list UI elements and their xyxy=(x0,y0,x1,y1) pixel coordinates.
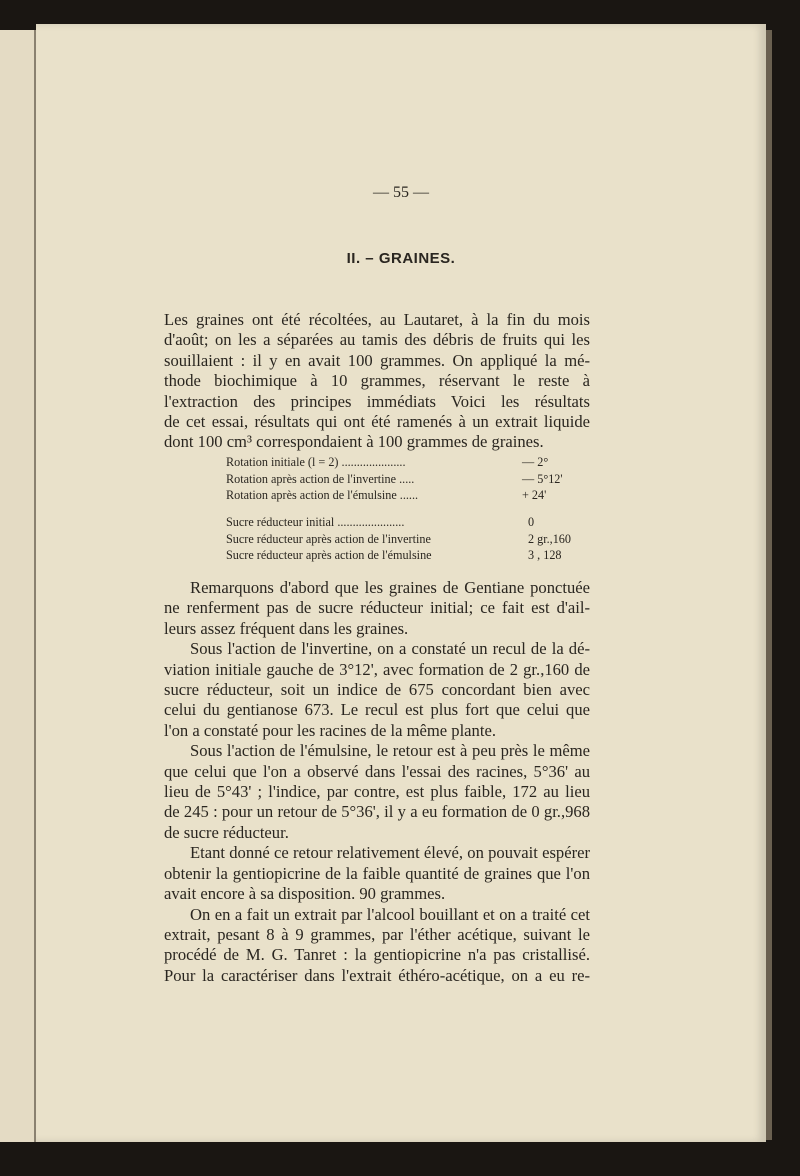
text-line: leurs assez fréquent dans les graines. xyxy=(164,618,409,638)
text-line: ne renferment pas de sucre réducteur initial; ce fait est d'ail- xyxy=(164,598,590,618)
text-line: Sous l'action de l'émulsine, le retour est à peu près le même xyxy=(190,741,590,761)
facing-page-edge xyxy=(0,30,36,1142)
text-line: procédé de M. G. Tanret : la gentiopicrine n'a pas cristallisé. xyxy=(164,945,590,965)
text-line: de sucre réducteur. xyxy=(164,822,289,842)
text-line: de cet essai, résultats qui ont été ramenés à un extrait liquide xyxy=(164,412,590,432)
table-row xyxy=(226,487,586,504)
text-line: extrait, pesant 8 à 9 grammes, par l'éther acétique, suivant le xyxy=(164,924,590,944)
text-line: Remarquons d'abord que les graines de Gentiane ponctuée xyxy=(190,578,590,597)
row-label: Rotation initiale (l = 2) ..................... xyxy=(226,455,406,469)
text-line: d'août; on les a séparées au tamis des débris de fruits qui les xyxy=(164,330,590,350)
table-row xyxy=(226,547,586,564)
document-page xyxy=(36,24,766,1142)
body-text xyxy=(164,578,590,986)
text-line: souillaient : il y en avait 100 grammes. On appliqué la mé- xyxy=(164,350,590,370)
text-line: Pour la caractériser dans l'extrait éthéro-acétique, on a eu re- xyxy=(164,965,590,985)
text-line: avait encore à sa disposition. 90 grammes. xyxy=(164,884,446,904)
text-line: celui du gentianose 673. Le recul est plus fort que celui que xyxy=(164,700,590,720)
table-row xyxy=(226,454,586,471)
text-line: l'extraction des principes immédiats Voici les résultats xyxy=(164,391,590,411)
row-label: Sucre réducteur après action de l'invertine xyxy=(226,531,431,546)
row-value: — 5°12' xyxy=(522,471,563,486)
text-line: lieu de 5°43' ; l'indice, par contre, est plus faible, 172 au lieu xyxy=(164,782,590,802)
row-value: 3 , 128 xyxy=(528,548,562,563)
text-line: Les graines ont été récoltées, au Lautaret, à la fin du mois xyxy=(164,310,590,329)
row-label: Sucre réducteur après action de l'émulsine xyxy=(226,548,432,563)
row-value: 2 gr.,160 xyxy=(528,531,571,546)
page-number: — 55 — xyxy=(373,184,429,201)
text-line: Sous l'action de l'invertine, on a constaté un recul de la dé- xyxy=(190,639,590,659)
text-line: que celui que l'on a observé dans l'essai des racines, 5°36' au xyxy=(164,761,590,781)
text-line: viation initiale gauche de 3°12', avec formation de 2 gr.,160 de xyxy=(164,659,590,679)
table-row xyxy=(226,514,586,531)
table-row xyxy=(226,471,586,488)
table-row xyxy=(226,531,586,548)
row-label: Sucre réducteur initial ...................... xyxy=(226,515,405,529)
row-value: 0 xyxy=(528,515,535,529)
rotation-table xyxy=(226,454,586,504)
sugar-table xyxy=(226,514,586,564)
text-line: sucre réducteur, soit un indice de 675 concordant bien avec xyxy=(164,680,590,700)
text-line: l'on a constaté pour les racines de la même plante. xyxy=(164,720,496,740)
text-line: thode biochimique à 10 grammes, réservant le reste à xyxy=(164,371,590,391)
text-line: dont 100 cm³ correspondaient à 100 grammes de graines. xyxy=(164,432,544,452)
intro-paragraph xyxy=(164,310,590,453)
row-value: + 24' xyxy=(522,488,547,503)
row-label: Rotation après action de l'invertine ..... xyxy=(226,471,415,486)
text-line: obtenir la gentiopicrine de la faible quantité de graines que l'on xyxy=(164,863,590,883)
row-value: — 2° xyxy=(522,455,549,469)
text-line: Etant donné ce retour relativement élevé, on pouvait espérer xyxy=(190,843,590,863)
text-line: de 245 : pour un retour de 5°36', il y a eu formation de 0 gr.,968 xyxy=(164,802,590,822)
row-label: Rotation après action de l'émulsine ...... xyxy=(226,488,419,503)
text-line: On en a fait un extrait par l'alcool bouillant et on a traité cet xyxy=(190,904,590,924)
section-heading: II. – GRAINES. xyxy=(346,250,456,267)
